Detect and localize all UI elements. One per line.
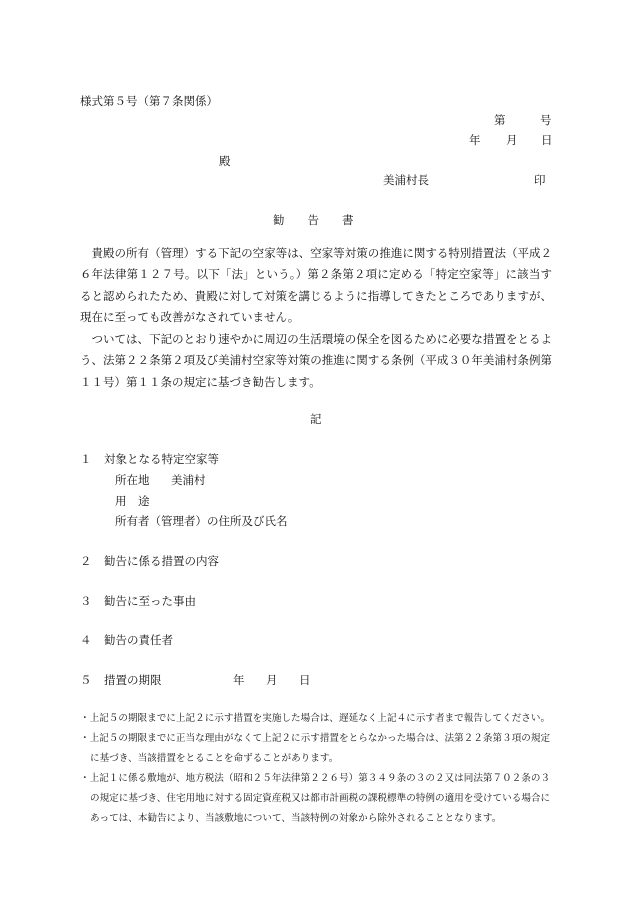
note-1: ・上記５の期限までに上記２に示す措置を実施した場合は、遅延なく上記４に示す者まで報告してください。 — [80, 713, 551, 724]
item-3-label: 勧告に至った事由 — [104, 594, 196, 608]
item-5-number: ５ — [80, 673, 92, 687]
deadline-day: 日 — [299, 673, 311, 687]
body-paragraph-2: ついては、下記のとおり速やかに周辺の生活環境の保全を図るために必要な措置をとるよう、法第２２条第２項及び美浦村空家等対策の推進に関する条例（平成３０年美浦村条例第１１号）第１１条の規定に基づき勧告します。 — [80, 332, 552, 389]
property-use-label: 用 途 — [115, 494, 150, 508]
property-location-label: 所在地 — [115, 473, 150, 487]
item-1-label: 対象となる特定空家等 — [104, 452, 219, 466]
doc-number-dai: 第 — [494, 113, 506, 127]
issuer-title: 美浦村長 — [383, 173, 429, 187]
item-1-number: １ — [80, 452, 92, 466]
date-day: 日 — [541, 133, 553, 147]
item-3-number: ３ — [80, 594, 92, 608]
date-month: 月 — [506, 133, 518, 147]
issuer-seal: 印 — [534, 173, 546, 187]
property-owner-label: 所有者（管理者）の住所及び氏名 — [115, 514, 288, 528]
date-year: 年 — [469, 133, 481, 147]
form-label: 様式第５号（第７条関係） — [80, 94, 218, 108]
notes-list — [80, 709, 554, 829]
addressee-suffix: 殿 — [219, 154, 231, 168]
property-location-value: 美浦村 — [171, 473, 206, 487]
body-paragraph-1: 貴殿の所有（管理）する下記の空家等は、空家等対策の推進に関する特別措置法（平成２６年法律第１２７号。以下「法」という。）第２条第２項に定める「特定空家等」に該当すると認められたため、貴殿に対して対策を講じるように指導してきたところでありますが、現在に至っても改善がなされていません。 — [80, 246, 552, 325]
document-title: 勧 告 書 — [273, 213, 354, 227]
deadline-year: 年 — [233, 673, 245, 687]
note-3: ・上記１に係る敷地が、地方税法（昭和２５年法律第２２６号）第３４９条の３の２又は同法第７０２条の３の規定に基づき、住宅用地に対する固定資産税又は都市計画税の課税標準の特例の適用を受けている場合にあっては、本勧告により、当該敷地について、当該特例の対象から除外されることとなります。 — [80, 773, 551, 824]
item-4-label: 勧告の責任者 — [104, 633, 173, 647]
deadline-month: 月 — [266, 673, 278, 687]
ki-heading: 記 — [310, 412, 322, 426]
note-2: ・上記５の期限までに正当な理由がなくて上記２に示す措置をとらなかった場合は、法第２２条第３項の規定に基づき、当該措置をとることを命ずることがあります。 — [80, 733, 551, 764]
item-5-label: 措置の期限 — [104, 673, 162, 687]
item-2-number: ２ — [80, 554, 92, 568]
item-2-label: 勧告に係る措置の内容 — [104, 554, 219, 568]
doc-number-go: 号 — [540, 113, 552, 127]
item-4-number: ４ — [80, 633, 92, 647]
